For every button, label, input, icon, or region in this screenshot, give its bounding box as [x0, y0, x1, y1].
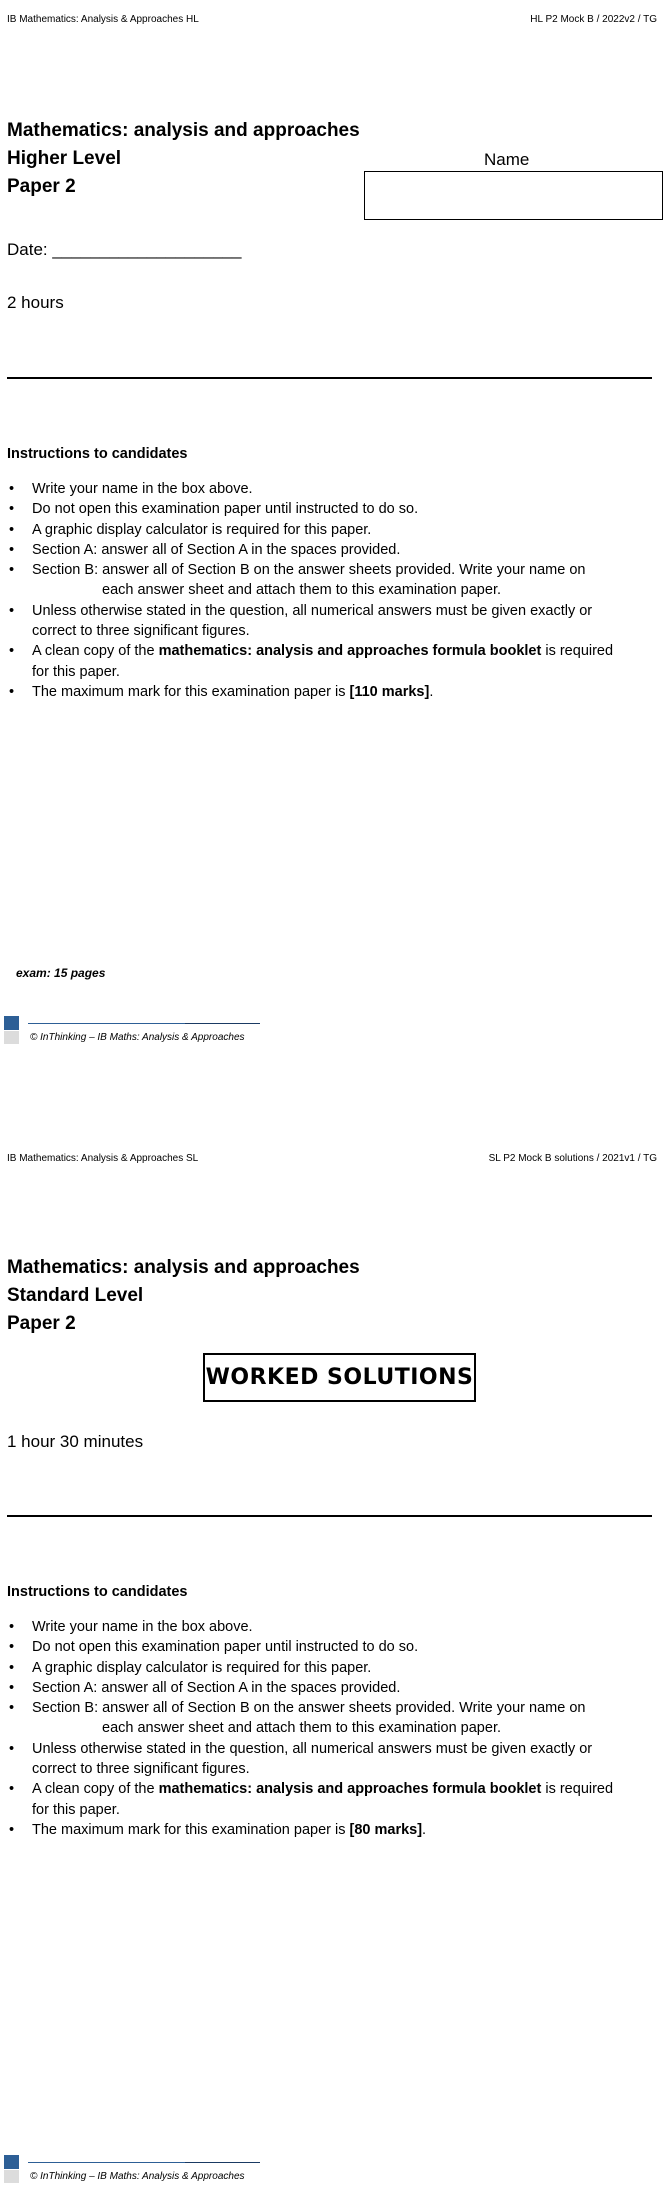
bullet: • [9, 501, 15, 518]
level-title: Standard Level [7, 1285, 144, 1306]
page-title: Mathematics: analysis and approaches [7, 120, 360, 141]
bullet: • [9, 1639, 15, 1656]
instruction-item: • Do not open this examination paper until instructed to do so. [7, 499, 647, 519]
instruction-item: • Section B: answer all of Section B on the answer sheets provided. Write your name on each answer sheet and attach them to this examination paper. [9, 562, 586, 599]
bullet: • [9, 562, 15, 579]
instruction-item: • Section A: answer all of Section A in the spaces provided. [7, 540, 647, 560]
footer-copyright: © InThinking – IB Maths: Analysis & Approaches [30, 1032, 245, 1043]
logo-square-blue [4, 2155, 19, 2169]
bullet: • [9, 1781, 15, 1798]
date-line: Date: ____________________ [7, 240, 242, 259]
exam-cover-page-hl [0, 0, 664, 1098]
exam-pages-note: exam: 15 pages [16, 966, 106, 980]
divider-rule [7, 1515, 652, 1517]
name-label: Name [484, 150, 530, 169]
header-left: IB Mathematics: Analysis & Approaches SL [7, 1153, 199, 1164]
paper-title: Paper 2 [7, 1313, 76, 1334]
instruction-item: • Write your name in the box above. [7, 479, 647, 499]
paper-title: Paper 2 [7, 176, 76, 197]
instruction-item: • Section B: answer all of Section B on the answer sheets provided. Write your name on each answer sheet and attach them to this examination paper. [9, 1700, 586, 1737]
header-left: IB Mathematics: Analysis & Approaches HL [7, 14, 199, 25]
logo-square-grey [4, 1031, 19, 1044]
instruction-item: • A clean copy of the mathematics: analysis and approaches formula booklet is required for this paper. [9, 1781, 614, 1818]
bullet: • [9, 541, 15, 558]
header-right: SL P2 Mock B solutions / 2021v1 / TG [488, 1153, 657, 1164]
duration: 2 hours [7, 293, 64, 312]
footer-line-dark [185, 2162, 260, 2163]
logo-square-blue [4, 1016, 19, 1030]
logo-square-grey [4, 2170, 19, 2183]
instruction-item: • Unless otherwise stated in the question, all numerical answers must be given exactly or correct to three significant figures. [9, 602, 593, 640]
name-box[interactable] [364, 171, 663, 220]
instruction-item: • A graphic display calculator is required for this paper. [7, 520, 647, 540]
bullet: • [9, 1659, 15, 1676]
instruction-item: • A graphic display calculator is required for this paper. [7, 1658, 647, 1678]
footer-line [28, 2162, 185, 2163]
footer-copyright: © InThinking – IB Maths: Analysis & Approaches [30, 2171, 245, 2182]
footer-line [28, 1023, 185, 1024]
bullet: • [9, 481, 15, 497]
bullet: • [9, 1619, 15, 1635]
instruction-item: • The maximum mark for this examination paper is [110 marks]. [7, 682, 647, 702]
header-right: HL P2 Mock B / 2022v2 / TG [530, 14, 657, 25]
instructions-list [7, 479, 647, 702]
divider-rule [7, 377, 652, 379]
instructions-heading: Instructions to candidates [7, 446, 188, 462]
worked-solutions-box: WORKED SOLUTIONS [203, 1353, 476, 1402]
instruction-item: • Write your name in the box above. [7, 1617, 647, 1637]
duration: 1 hour 30 minutes [7, 1432, 144, 1451]
page-title: Mathematics: analysis and approaches [7, 1257, 360, 1278]
bullet: • [9, 1821, 15, 1838]
exam-cover-page-sl [0, 1098, 664, 2197]
level-title: Higher Level [7, 148, 122, 169]
instruction-item: • Do not open this examination paper until instructed to do so. [7, 1637, 647, 1657]
bullet: • [9, 1740, 15, 1757]
instructions-list [7, 1617, 647, 1840]
bullet: • [9, 602, 15, 619]
instructions-heading: Instructions to candidates [7, 1584, 188, 1600]
instruction-item: • The maximum mark for this examination paper is [80 marks]. [7, 1820, 647, 1840]
bullet: • [9, 1700, 15, 1717]
instruction-item: • Unless otherwise stated in the question, all numerical answers must be given exactly or correct to three significant figures. [9, 1740, 593, 1778]
bullet: • [9, 521, 15, 538]
bullet: • [9, 1679, 15, 1696]
bullet: • [9, 643, 15, 660]
footer-line-dark [185, 1023, 260, 1024]
instruction-item: • Section A: answer all of Section A in the spaces provided. [7, 1678, 647, 1698]
bullet: • [9, 683, 15, 700]
instruction-item: • A clean copy of the mathematics: analysis and approaches formula booklet is required for this paper. [9, 643, 614, 680]
